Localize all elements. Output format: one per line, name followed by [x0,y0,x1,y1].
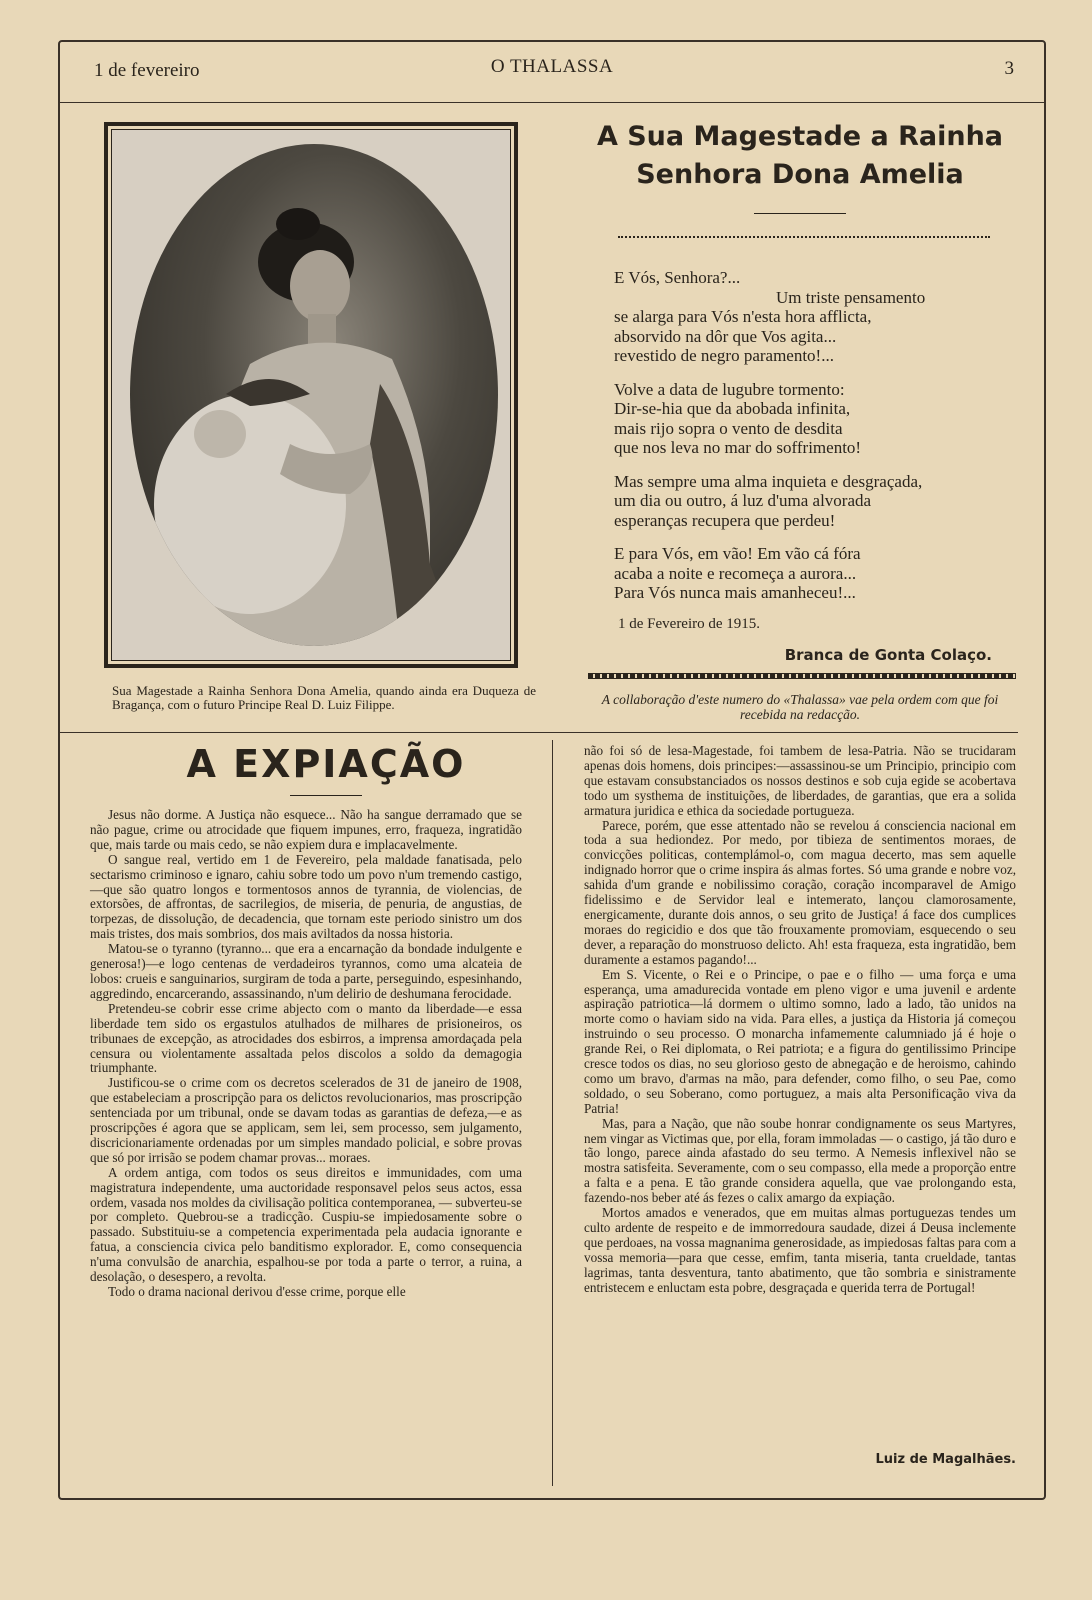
poem-line: Para Vós nunca mais amanheceu!... [614,583,856,602]
article-title-rule [290,795,362,796]
header-rule [58,102,1046,103]
portrait-photo [104,122,518,668]
poem-line: esperanças recupera que perdeu! [614,510,836,530]
poem-title-rule [754,213,846,214]
poem-title [580,118,1020,194]
article-paragraph: Todo o drama nacional derivou d'esse crime, porque elle [108,1284,406,1299]
article-paragraph: Mortos amados e venerados, que em muitas almas portuguezas tendes um culto ardente de respeito e de immorredoura saudade, dizei á Deusa inclemente que perdoaes, na vossa magnanima generosidade, as impiedosas faltas para com a vossa memoria—para que cesse, emfim, tanta miseria, tanta crueldade, tantas lagrimas, tanta desventura, tanto abatimento, que tão sombria e sinistramente entristecem e enluctam esta pobre, desgraçada e querida terra de Portugal! [584,1205,1016,1295]
poem-line: Dir-se-hia que da abobada infinita, [614,399,851,418]
editorial-note: A collaboração d'este numero do «Thalassa» vae pela ordem com que foi recebida na redacção. [601,692,999,722]
page-number: 3 [1004,58,1014,79]
portrait-oval [130,144,498,646]
poem-line: Um triste pensamento [776,287,926,307]
poem-line: absorvido na dôr que Vos agita... [614,326,837,346]
poem-author: Branca de Gonta Colaço. [784,646,992,664]
article-paragraph: Matou-se o tyranno (tyranno... que era a encarnação da bondade indulgente e generosa!)—e logo centenas de verdadeiros tyrannos, como uma alcateia de lobos: crueis e sanguinarios, surgiram de toda a parte, perseguindo, espesinhando, aggredindo, encarcerando, assassinando, n'um delirio de deshumana ferocidade. [90,941,522,1001]
poem-stanza-4 [614,544,1014,603]
poem-line: um dia ou outro, á luz d'uma alvorada [614,491,872,510]
poem-line: mais rijo sopra o vento de desdita [614,418,843,438]
article-column-left [90,808,522,1300]
article-paragraph: Justificou-se o crime com os decretos scelerados de 31 de janeiro de 1908, que estabeleciam a proscripção para os delictos revolucionarios, mas proscripção sentenciada por um tribunal, onde se davam todas as garantias de defeza,—e as proscripções é agora que se applicam, sem lei, sem processo, sem julgamento, discricionariamente ordenadas por um simples mandado policial, e sobre provas que só por irrisão se podem chamar provas... moraes. [90,1075,522,1165]
issue-date: 1 de fevereiro [94,60,200,81]
poem-stanza-1 [614,268,1014,366]
poem-dotted-rule [618,236,990,238]
article-paragraph: Pretendeu-se cobrir esse crime abjecto com o manto da liberdade—e essa liberdade tem sido os ergastulos atulhados de milhares de prisioneiros, os tribunaes de excepção, as atrocidades dos esbirros, a imprensa amordaçada pela censura ou violentamente assaltada pelos discolos a soldo da demagogia triumphante. [90,1000,522,1076]
poem-body [614,268,1014,617]
article-author: Luiz de Magalhães. [875,1452,1016,1467]
poem-title-line1: A Sua Magestade a Rainha [596,121,1004,152]
poem-line: revestido de negro paramento!... [614,346,834,365]
poem-line: se alarga para Vós n'esta hora afflicta, [614,307,872,326]
running-head [60,56,1044,82]
article-paragraph: A ordem antiga, com todos os seus direitos e immunidades, com uma magistratura independente, uma auctoridade responsavel pelos seus actos, essa ordem, vasada nos moldes da civilisação politica contemporanea, — subverteu-se por completo. Quebrou-se a tradicção. Cuspiu-se impiedosamente sobre o passado. Substituiu-se a competencia experimentada pela audacia ignorante e fatua, a consciencia civica pelo banditismo explorador. E, como consequencia n'uma convulsão de anarchia, espalhou-se por toda a parte o terror, a ruina, a desolação, o desespero, a revolta. [90,1164,522,1285]
article-paragraph: Jesus não dorme. A Justiça não esquece... Não ha sangue derramado que se não pague, crime ou atrocidade que fiquem impunes, erro, fraqueza, ingratidão que, mais tarde ou mais cedo, se não expiem dura e implacavelmente. [90,807,522,852]
poem-stanza-3 [614,472,1014,531]
article-paragraph: Mas, para a Nação, que não soube honrar condignamente os seus Martyres, nem vingar as Victimas que, por ella, foram immoladas — o castigo, já tão duro e tão longo, parece ainda afastado do seu termo. A Nemesis inflexivel não se mostra satisfeita. Severamente, com o seu compasso, ella mede a proporção entre a falta e a pena. E tão grande considera aquella, que vae prolongando esta, fazendo-nos beber até ás fezes o calix amargo da expiação. [584,1115,1016,1206]
article-title: A EXPIAÇÃO [186,742,466,786]
portrait-illustration [130,144,498,646]
article-paragraph: O sangue real, vertido em 1 de Fevereiro, pela maldade fanatisada, pelo sectarismo criminoso e ignaro, cahiu sobre todo um povo n'um tremendo castigo,—que são quatro longos e tormentosos annos de tyrannia, de violencias, de extorsões, de affrontas, de sacrilegios, de miseria, de penuria, de angustias, de torpezas, de dissolução, de decadencia, que tornam este periodo sinistro um dos mais tristes, dos mais sombrios, dos mais aviltados da nossa historia. [90,851,522,942]
ornamental-rule [588,673,1016,679]
poem-date: 1 de Fevereiro de 1915. [618,616,761,632]
article-paragraph: não foi só de lesa-Magestade, foi tambem de lesa-Patria. Não se trucidaram apenas dois homens, dois principes:—assassinou-se um Principio, principio com que estavam consubstanciados os nossos destinos e sob cuja egide se acobertava todo um systhema de instituições, de liberdades, de garantias, que era a solida armatura juridica e ethica da sociedade portugueza. [584,743,1016,818]
photo-caption: Sua Magestade a Rainha Senhora Dona Amelia, quando ainda era Duqueza de Bragança, com o futuro Principe Real D. Luiz Filippe. [112,683,536,712]
poem-line: E Vós, Senhora?... [614,268,741,287]
article-paragraph: Em S. Vicente, o Rei e o Principe, o pae e o filho — uma força e uma esperança, uma amadurecida vontade em pleno vigor e uma juvenil e ardente aspiração patriotica—lá dormem o ultimo somno, lado a lado, tão unidos na morte como o haviam sido na vida. Para elles, a justiça da Historia já começou instruindo o seu processo. O monarcha infamemente calumniado já é hoje o grande Rei, o Rei diplomata, o Rei patriota; e a figura do gentilissimo Principe cresce todos os dias, no seu glorioso gesto de abnegação e de heroismo, cahindo como um bravo, d'armas na mão, para defender, como filho, o seu Pae, como soldado, o seu Soberano, como portuguez, a mais alta Personificação viva da Patria! [584,966,1016,1116]
column-divider [552,740,553,1486]
masthead: O THALASSA [490,56,614,77]
article-paragraph: Parece, porém, que esse attentado não se revelou á consciencia nacional em toda a sua hediondez. Por medo, por tibieza de sentimentos moraes, de convicções politicas, contemplámol-o, com magua decerto, mas sem aquelle indignado horror que o crime inspira ás almas fortes. Só uma grande e nobre voz, sahida d'um grande e nobilissimo coração, coração incomparavel de Amigo fidelissimo e de Servidor leal e intemerato, lançou clamorosamente, energicamente, durante dois annos, o seu grito de Justiça! á face dos cumplices moraes do regicidio e dos que tão frouxamente promoviam, esquecendo o seu dever, a reparação do monstruoso delicto. Ah! esta fraqueza, esta ingratidão, bem duramente a estamos pagando!... [584,817,1016,967]
poem-line: que nos leva no mar do soffrimento! [614,438,862,457]
poem-title-line2: Senhora Dona Amelia [636,159,964,190]
poem-line: Mas sempre uma alma inquieta e desgraçada, [614,471,923,491]
poem-line: acaba a noite e recomeça a aurora... [614,563,857,583]
poem-stanza-2 [614,380,1014,458]
section-rule [58,732,1018,733]
poem-line: E para Vós, em vão! Em vão cá fóra [614,544,861,563]
poem-line: Volve a data de lugubre tormento: [614,379,845,399]
article-column-right [584,744,1016,1296]
